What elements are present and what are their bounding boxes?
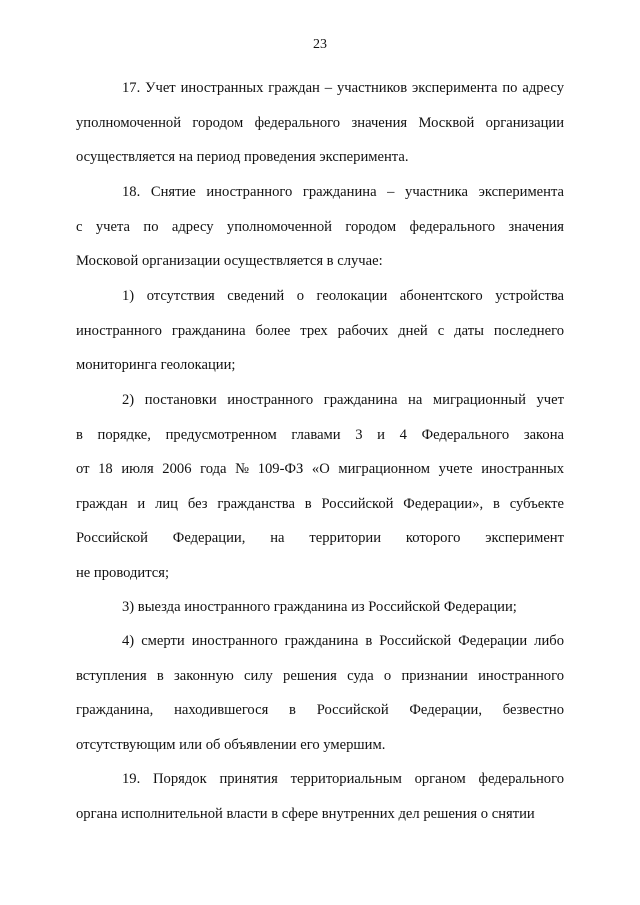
- text-line: Российской Федерации, на территории которого эксперимент: [76, 530, 564, 546]
- paragraph-18-item-2: [76, 383, 564, 590]
- text-line: уполномоченной городом федерального значения Москвой организации: [76, 114, 564, 131]
- text-line: отсутствующим или об объявлении его умершим.: [76, 736, 386, 753]
- text-line: от 18 июля 2006 года № 109-ФЗ «О миграционном учете иностранных: [76, 461, 564, 477]
- text-line: вступления в законную силу решения суда о признании иностранного: [76, 667, 564, 684]
- text-line: иностранного гражданина более трех рабочих дней с даты последнего: [76, 322, 564, 339]
- text-line: осуществляется на период проведения эксперимента.: [76, 149, 409, 165]
- text-line: мониторинга геолокации;: [76, 357, 236, 373]
- paragraph-17: [76, 71, 564, 175]
- text-line: гражданина, находившегося в Российской Федерации, безвестно: [76, 702, 564, 718]
- paragraph-18: [76, 175, 564, 279]
- text-line: с учета по адресу уполномоченной городом федерального значения: [76, 218, 564, 235]
- paragraph-18-item-4: [76, 624, 564, 762]
- text-line: органа исполнительной власти в сфере внутренних дел решения о снятии: [76, 805, 535, 822]
- text-line: 2) постановки иностранного гражданина на миграционный учет: [122, 392, 564, 408]
- text-line: 3) выезда иностранного гражданина из Российской Федерации;: [122, 599, 517, 615]
- text-line: 18. Снятие иностранного гражданина – участника эксперимента: [122, 184, 564, 200]
- paragraph-18-item-3: [76, 590, 564, 625]
- text-line: не проводится;: [76, 564, 170, 581]
- text-line: 17. Учет иностранных граждан – участников эксперимента по адресу: [122, 80, 564, 96]
- paragraph-19: [76, 762, 564, 831]
- text-line: 4) смерти иностранного гражданина в Российской Федерации либо: [122, 633, 564, 649]
- page-number: 23: [313, 37, 327, 52]
- text-line: 19. Порядок принятия территориальным органом федерального: [122, 771, 564, 787]
- text-line: граждан и лиц без гражданства в Российской Федерации», в субъекте: [76, 495, 564, 512]
- text-line: в порядке, предусмотренном главами 3 и 4 Федерального закона: [76, 426, 564, 443]
- text-line: Московой организации осуществляется в случае:: [76, 253, 383, 269]
- text-line: 1) отсутствия сведений о геолокации абонентского устройства: [122, 288, 564, 304]
- paragraph-18-item-1: [76, 279, 564, 383]
